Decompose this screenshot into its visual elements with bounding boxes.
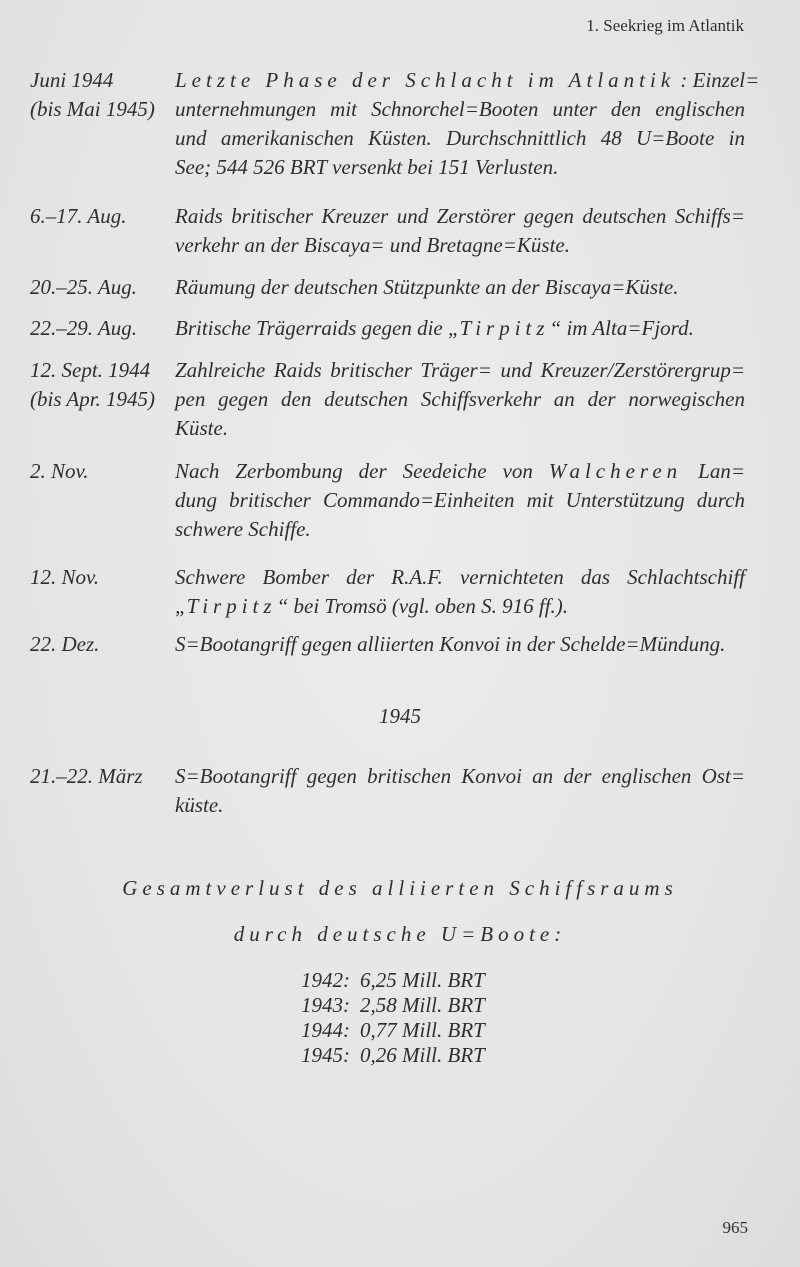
text-line: See; 544 526 BRT versenkt bei 151 Verlusten. <box>175 155 559 179</box>
running-header: 1. Seekrieg im Atlantik <box>586 16 744 35</box>
date-line: 22. Dez. <box>30 632 100 656</box>
chronology-entry <box>30 66 760 182</box>
entry-date <box>30 314 180 343</box>
date-line: 22.–29. Aug. <box>30 316 137 340</box>
entry-text <box>175 356 745 443</box>
chronology-entry <box>30 356 745 443</box>
ship-name: Tirpitz <box>459 316 550 340</box>
date-line: 12. Nov. <box>30 565 100 589</box>
text-fragment: “ bei Tromsö (vgl. oben S. 916 ff.). <box>276 594 569 618</box>
text-line: Räumung der deutschen Stützpunkte an der Biscaya=Küste. <box>175 275 679 299</box>
text-line: S=Bootangriff gegen britischen Konvoi an der englischen Ost= <box>175 764 745 788</box>
date-line: Juni 1944 <box>30 68 114 92</box>
date-line: 12. Sept. 1944 <box>30 358 151 382</box>
date-line: 2. Nov. <box>30 459 89 483</box>
text-fragment: “ im Alta=Fjord. <box>549 316 694 340</box>
text-line: dung britischer Commando=Einheiten mit Unterstützung durch <box>175 488 745 512</box>
text-line <box>175 66 760 95</box>
summary-year: 1945: <box>301 1043 350 1067</box>
summary-table <box>280 968 485 1068</box>
text-line <box>175 592 745 621</box>
entry-date <box>30 563 180 592</box>
text-line <box>175 457 745 486</box>
text-fragment: Britische Trägerraids gegen die „ <box>175 316 460 340</box>
text-line: unternehmungen mit Schnorchel=Booten unter den englischen <box>175 97 745 121</box>
text-line: schwere Schiffe. <box>175 517 311 541</box>
entry-text <box>175 630 745 659</box>
entry-text <box>175 273 745 302</box>
entry-text <box>175 563 745 621</box>
entry-date <box>30 356 180 414</box>
summary-value: 2,58 Mill. BRT <box>360 993 485 1017</box>
page-number: 965 <box>722 1218 748 1237</box>
entry-date <box>30 273 180 302</box>
entry-text <box>175 314 745 343</box>
date-line: 20.–25. Aug. <box>30 275 137 299</box>
text-line: verkehr an der Biscaya= und Bretagne=Küste. <box>175 233 570 257</box>
chronology-entry <box>30 202 745 260</box>
entry-text <box>175 202 745 260</box>
summary-row <box>280 1018 485 1043</box>
text-line: Schwere Bomber der R.A.F. vernichteten das Schlachtschiff <box>175 565 745 589</box>
text-line: S=Bootangriff gegen alliierten Konvoi in der Schelde=Mündung. <box>175 632 726 656</box>
text-line <box>175 314 745 343</box>
date-line: 6.–17. Aug. <box>30 204 127 228</box>
text-line: und amerikanischen Küsten. Durchschnittlich 48 U=Boote in <box>175 126 745 150</box>
entry-text <box>175 66 760 182</box>
chronology-entry <box>30 273 745 302</box>
summary-value: 6,25 Mill. BRT <box>360 968 485 992</box>
text-line: küste. <box>175 793 224 817</box>
chronology-entry <box>30 457 745 544</box>
entry-text <box>175 457 745 544</box>
text-fragment: : Einzel= <box>680 68 760 92</box>
spaced-heading: Letzte Phase der Schlacht im Atlantik <box>175 68 676 92</box>
entry-text <box>175 762 745 820</box>
summary-year: 1942: <box>301 968 350 992</box>
summary-row <box>280 968 485 993</box>
chronology-entry <box>30 563 745 621</box>
entry-date <box>30 66 180 124</box>
entry-date <box>30 457 180 486</box>
summary-year: 1943: <box>301 993 350 1017</box>
chronology-entry <box>30 314 745 343</box>
entry-date <box>30 630 180 659</box>
summary-row <box>280 993 485 1018</box>
date-line: (bis Apr. 1945) <box>30 387 156 411</box>
text-line: Küste. <box>175 416 229 440</box>
text-line: pen gegen den deutschen Schiffsverkehr an der norwegischen <box>175 387 745 411</box>
entry-date <box>30 762 180 791</box>
text-line: Raids britischer Kreuzer und Zerstörer gegen deutschen Schiffs= <box>175 204 745 228</box>
text-fragment: Lan= <box>698 459 746 483</box>
ship-name: Tirpitz <box>186 594 277 618</box>
summary-year: 1944: <box>301 1018 350 1042</box>
date-line: 21.–22. März <box>30 764 143 788</box>
chronology-entry <box>30 630 745 659</box>
summary-title: Gesamtverlust des alliierten Schiffsraums <box>122 876 678 900</box>
year-heading: 1945 <box>379 704 421 728</box>
summary-subtitle: durch deutsche U=Boote: <box>233 922 567 946</box>
entry-date <box>30 202 180 231</box>
summary-value: 0,77 Mill. BRT <box>360 1018 485 1042</box>
summary-row <box>280 1043 485 1068</box>
chronology-entry <box>30 762 745 820</box>
date-line: (bis Mai 1945) <box>30 97 155 121</box>
text-fragment: Nach Zerbombung der Seedeiche von <box>175 459 533 483</box>
text-fragment: „ <box>175 594 187 618</box>
text-line: Zahlreiche Raids britischer Träger= und Kreuzer/Zerstörergrup= <box>175 358 745 382</box>
summary-value: 0,26 Mill. BRT <box>360 1043 485 1067</box>
place-name: Walcheren <box>548 459 683 483</box>
